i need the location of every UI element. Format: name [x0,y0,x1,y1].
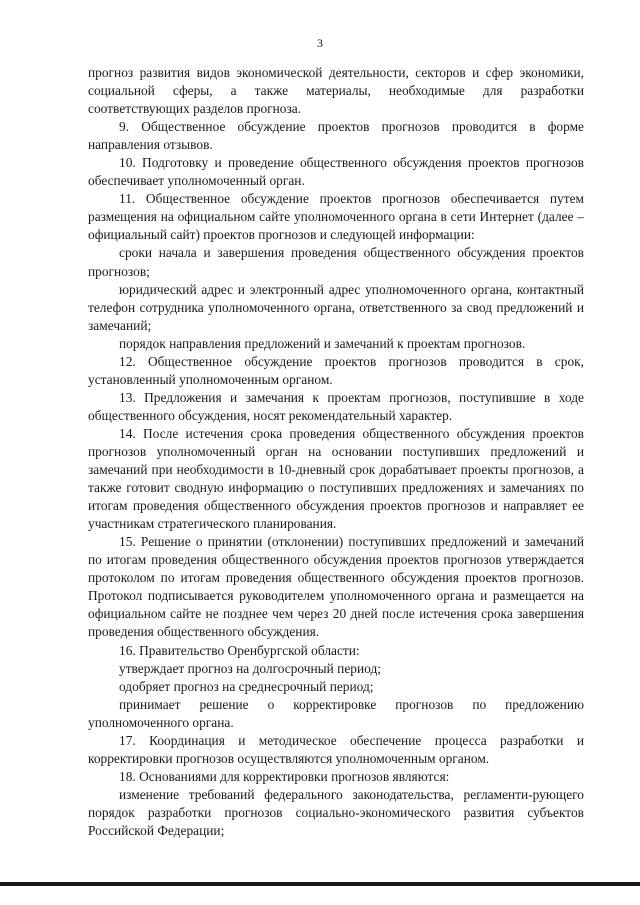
page-number: 3 [317,36,323,50]
paragraph: юридический адрес и электронный адрес уполномоченного органа, контактный телефон сотрудника уполномоченного органа, ответственного за свод предложений и замечаний; [88,281,584,333]
paragraph: принимает решение о корректировке прогнозов по предложению уполномоченного органа. [88,696,584,730]
paragraph: 9. Общественное обсуждение проектов прогнозов проводится в форме направления отзывов. [88,119,584,153]
paragraph: 17. Координация и методическое обеспечение процесса разработки и корректировки прогнозов осуществляются уполномоченным органом. [88,732,584,766]
paragraph: 16. Правительство Оренбургской области: [119,642,360,658]
paragraph: сроки начала и завершения проведения общественного обсуждения проектов прогнозов; [88,245,584,279]
paragraph: 12. Общественное обсуждение проектов прогнозов проводится в срок, установленный уполномоченным органом. [88,353,584,387]
paragraph: 13. Предложения и замечания к проектам прогнозов, поступившие в ходе общественного обсуждения, носят рекомендательный характер. [88,389,584,423]
paragraph: изменение требований федерального законодательства, регламенти-рующего порядок разработки прогнозов социально-экономического развития субъектов Российской Федерации; [88,786,584,838]
paragraph: одобряет прогноз на среднесрочный период; [119,678,374,694]
paragraph: 11. Общественное обсуждение проектов прогнозов обеспечивается путем размещения на официальном сайте уполномоченного органа в сети Интернет (далее – официальный сайт) проектов прогнозов и следующей информации: [88,191,584,243]
paragraph: порядок направления предложений и замечаний к проектам прогнозов. [119,335,526,351]
paragraph: 10. Подготовку и проведение общественного обсуждения проектов прогнозов обеспечивает уполномоченный орган. [88,155,584,189]
paragraph: утверждает прогноз на долгосрочный период; [119,660,381,676]
document-body [88,64,584,840]
paragraph: 18. Основаниями для корректировки прогнозов являются: [119,768,450,784]
bottom-rule [0,882,640,886]
paragraph: 14. После истечения срока проведения общественного обсуждения проектов прогнозов уполномоченный орган на основании поступивших предложений и замечаний при необходимости в 10-дневный срок дорабатывает проекты прогнозов, а также готовит сводную информацию о поступивших предложениях и замечаниях по итогам проведения общественного обсуждения проектов прогнозов и направляет ее участникам стратегического планирования. [88,425,584,532]
paragraph: 15. Решение о принятии (отклонении) поступивших предложений и замечаний по итогам проведения общественного обсуждения проектов прогнозов утверждается протоколом по итогам проведения общественного обсуждения проектов прогнозов. Протокол подписывается руководителем уполномоченного органа и размещается на официальном сайте не позднее чем через 20 дней после истечения срока завершения проведения общественного обсуждения. [88,534,584,640]
paragraph: прогноз развития видов экономической деятельности, секторов и сфер экономики, социальной сферы, а также материалы, необходимые для разработки соответствующих разделов прогноза. [88,65,584,117]
